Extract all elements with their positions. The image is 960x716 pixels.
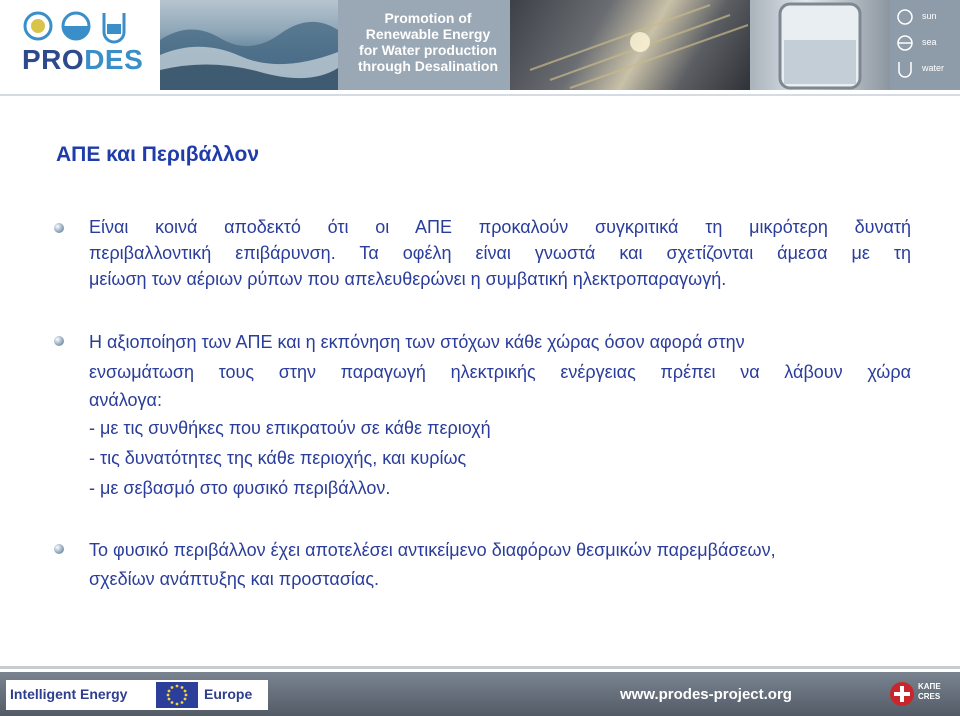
- legend-sun: [896, 8, 956, 30]
- website-link[interactable]: www.prodes-project.org: [620, 686, 792, 703]
- banner-images: [160, 0, 960, 90]
- legend-sea: [896, 34, 956, 56]
- text-line: - με τις συνθήκες που επικρατούν σε κάθε περιοχή: [89, 418, 491, 438]
- legend-label: water: [922, 63, 945, 73]
- text-line: μείωση των αέριων ρύπων που απελευθερώνει η συμβατική ηλεκτροπαραγωγή.: [89, 269, 727, 289]
- header-banner: [0, 0, 960, 90]
- region-name: Europe: [204, 686, 253, 702]
- promo-line: Promotion of: [384, 10, 472, 26]
- promo-line: Renewable Energy: [365, 26, 491, 42]
- bullet-dot-icon: [54, 544, 64, 554]
- program-name: Intelligent Energy: [10, 686, 128, 702]
- legend-water: [896, 60, 956, 82]
- intelligent-energy-logo: [6, 680, 268, 710]
- text-line: - με σεβασμό στο φυσικό περιβάλλον.: [89, 478, 391, 498]
- sea-icon: [896, 34, 914, 52]
- text-line: Είναι κοινά αποδεκτό ότι οι ΑΠΕ προκαλούν συγκριτικά τη μικρότερη δυνατή: [89, 217, 911, 237]
- cres-text: [918, 682, 941, 702]
- text-line: περιβαλλοντική επιβάρυνση. Τα οφέλη είναι γνωστά και σχετίζονται άμεσα με τη: [89, 243, 911, 263]
- footer-bar: [0, 672, 960, 716]
- text-line: ενσωμάτωση τους στην παραγωγή ηλεκτρικής ενέργειας πρέπει να λάβουν χώρα: [89, 362, 911, 382]
- promo-line: through Desalination: [358, 58, 498, 74]
- bullet-text: [89, 328, 911, 503]
- logo-symbols-icon: [22, 8, 150, 48]
- logo-pro-text: PRO: [22, 44, 85, 75]
- partner-name-en: CRES: [918, 692, 941, 701]
- legend-label: sea: [922, 37, 937, 47]
- cres-logo: [888, 678, 954, 710]
- partner-name-gr: ΚΑΠΕ: [918, 682, 941, 691]
- text-line: σχεδίων ανάπτυξης και προστασίας.: [89, 569, 380, 589]
- promo-line: for Water production: [359, 42, 497, 58]
- bullet-dot-icon: [54, 223, 64, 233]
- solar-collector-image: [510, 0, 750, 90]
- eu-flag-icon: [156, 682, 198, 708]
- bullet-dot-icon: [54, 336, 64, 346]
- sea-waves-image: [160, 0, 338, 90]
- footer-divider: [0, 666, 960, 669]
- water-icon: [896, 60, 914, 78]
- cres-emblem-icon: [888, 678, 916, 710]
- element-legend: [890, 0, 960, 90]
- sun-icon: [896, 8, 914, 26]
- slide-title: ΑΠΕ και Περιβάλλον: [56, 143, 260, 166]
- promotion-box: [338, 0, 510, 90]
- text-line: ανάλογα:: [89, 390, 162, 410]
- logo-wordmark: [22, 44, 143, 76]
- legend-label: sun: [922, 11, 937, 21]
- header-divider: [0, 94, 960, 96]
- text-line: Η αξιοποίηση των ΑΠΕ και η εκπόνηση των στόχων κάθε χώρας όσον αφορά στην: [89, 332, 745, 352]
- logo-des-text: DES: [84, 44, 144, 75]
- promotion-text: [348, 10, 508, 74]
- text-line: - τις δυνατότητες της κάθε περιοχής, και κυρίως: [89, 448, 467, 468]
- water-glass-image: [750, 0, 890, 90]
- text-line: Το φυσικό περιβάλλον έχει αποτελέσει αντικείμενο διαφόρων θεσμικών παρεμβάσεων,: [89, 540, 776, 560]
- bullet-text: [89, 536, 911, 594]
- bullet-text: [89, 214, 911, 292]
